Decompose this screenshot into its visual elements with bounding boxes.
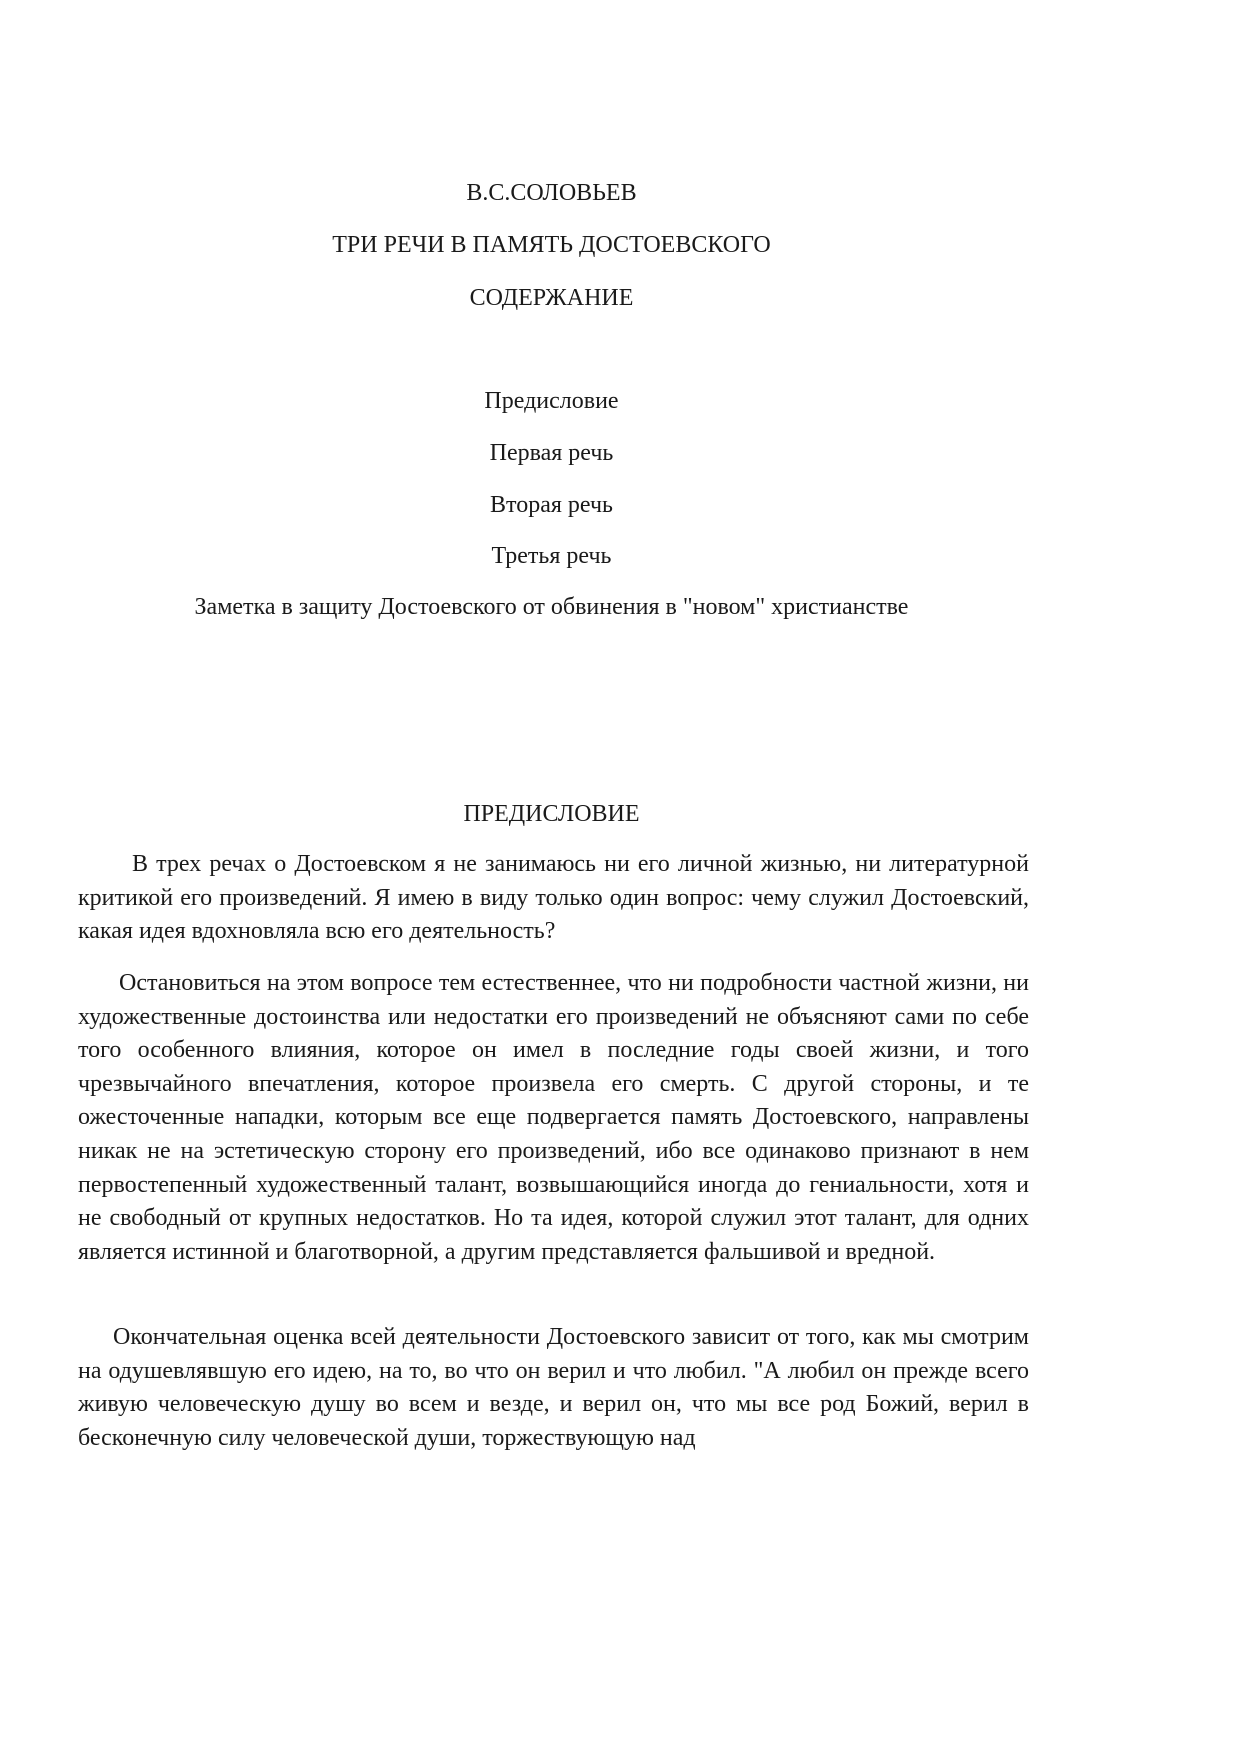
toc-item-second-speech: Вторая речь — [490, 492, 613, 518]
toc-item-third-speech: Третья речь — [491, 543, 612, 569]
toc-item-first-speech: Первая речь — [489, 440, 614, 466]
author-name: В.С.СОЛОВЬЕВ — [466, 180, 637, 206]
toc-item-preface: Предисловие — [484, 388, 619, 414]
document-title: ТРИ РЕЧИ В ПАМЯТЬ ДОСТОЕВСКОГО — [332, 232, 771, 258]
preface-paragraph: Остановиться на этом вопросе тем естественнее, что ни подробности частной жизни, ни художественные достоинства или недостатки его произведений не объясняют сами по себе того особенного влияния, которое он имел в последние годы своей жизни, и того чрезвычайного впечатления, которое произвела его смерть. С другой стороны, и те ожесточенные нападки, которым все еще подвергается память Достоевского, направлены никак не на эстетическую сторону его произведений, ибо все одинаково признают в нем первостепенный художественный талант, возвышающийся иногда до гениальности, хотя и не свободный от крупных недостатков. Но та идея, которой служил этот талант, для одних является истинной и благотворной, а другим представляется фальшивой и вредной. — [78, 970, 1029, 1265]
preface-paragraph: Окончательная оценка всей деятельности Достоевского зависит от того, как мы смотрим на одушевлявшую его идею, на то, во что он верил и что любил. "А любил он прежде всего живую человеческую душу во всем и везде, и верил он, что мы все род Божий, верил в бесконечную силу человеческой души, торжествующую над — [78, 1324, 1029, 1451]
preface-paragraph: В трех речах о Достоевском я не занимаюсь ни его личной жизнью, ни литературной критикой его произведений. Я имею в виду только один вопрос: чему служил Достоевский, какая идея вдохновляла всю его деятельность? — [78, 851, 1029, 945]
preface-heading: ПРЕДИСЛОВИЕ — [463, 801, 640, 827]
contents-heading: СОДЕРЖАНИЕ — [469, 285, 634, 311]
toc-item-note: Заметка в защиту Достоевского от обвинения в "новом" христианстве — [194, 594, 909, 620]
